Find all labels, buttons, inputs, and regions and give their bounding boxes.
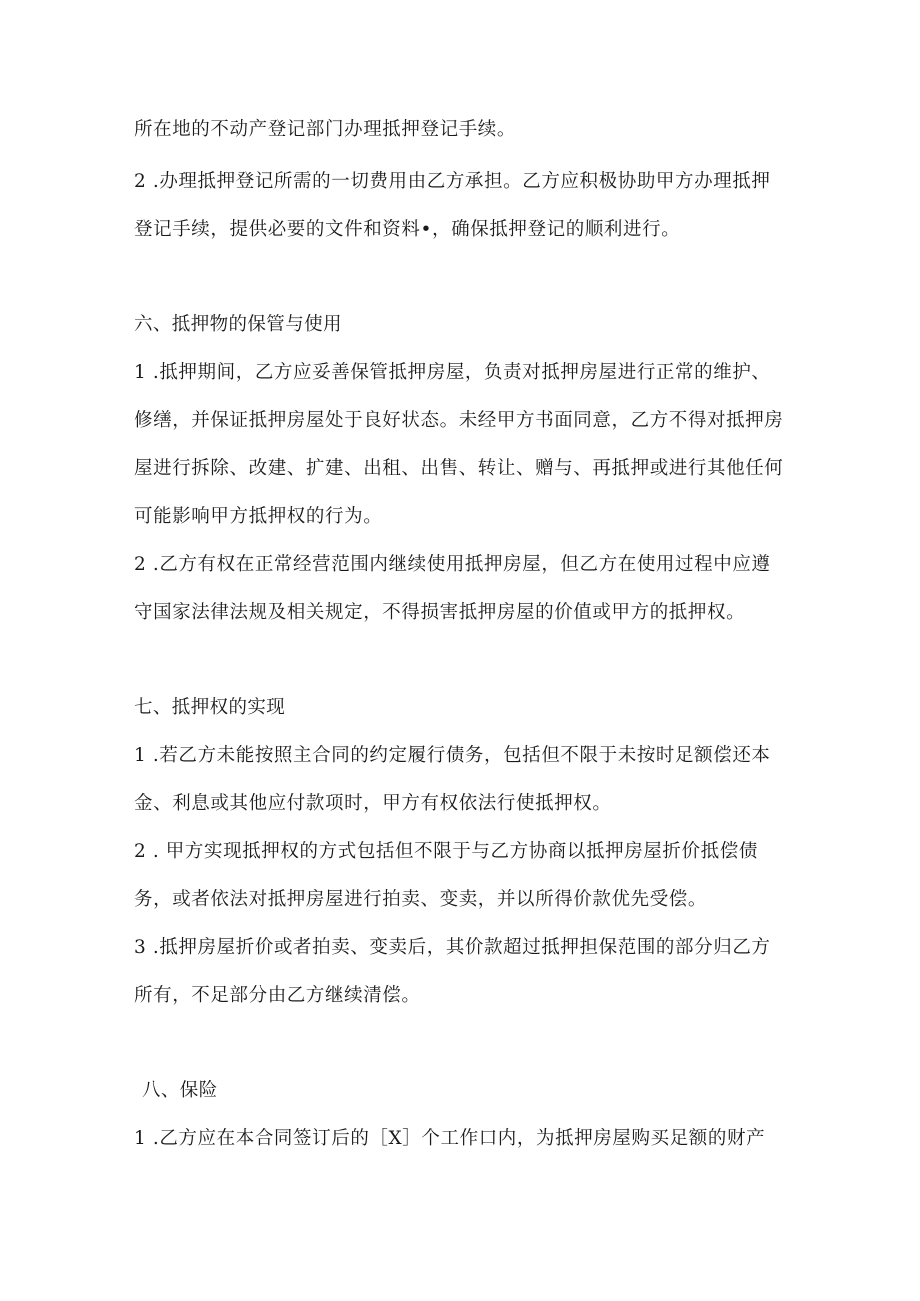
paragraph-line: 1 .乙方应在本合同签订后的［X］个工作口内，为抵押房屋购买足额的财产 bbox=[134, 1128, 766, 1149]
paragraph-line: 屋进行拆除、改建、扩建、出租、出售、转让、赠与、再抵押或进行其他任何 bbox=[134, 458, 784, 479]
paragraph-line: 金、利息或其他应付款项时，甲方有权依法行使抵押权。 bbox=[134, 793, 612, 814]
section-heading-6: 六、抵押物的保管与使用 bbox=[134, 314, 342, 335]
paragraph-line: 1 .抵押期间，乙方应妥善保管抵押房屋，负责对抵押房屋进行正常的维护、 bbox=[134, 362, 771, 383]
paragraph-line: 2 . 甲方实现抵押权的方式包括但不限于与乙方协商以抵押房屋折价抵偿债 bbox=[134, 841, 758, 862]
paragraph-line: 所在地的不动产登记部门办理抵押登记手续。 bbox=[134, 119, 517, 140]
paragraph-line: 1 .若乙方未能按照主合同的约定履行债务，包括但不限于未按时足额偿还本 bbox=[134, 745, 771, 766]
paragraph-line: 可能影响甲方抵押权的行为。 bbox=[134, 506, 383, 527]
paragraph-line: 所有，不足部分由乙方继续清偿。 bbox=[134, 985, 421, 1006]
paragraph-line: 务，或者依法对抵押房屋进行拍卖、变卖，并以所得价款优先受偿。 bbox=[134, 889, 708, 910]
paragraph-line: 2 .乙方有权在正常经营范围内继续使用抵押房屋，但乙方在使用过程中应遵 bbox=[134, 554, 771, 575]
paragraph-line: 修缮，并保证抵押房屋处于良好状态。未经甲方书面同意，乙方不得对抵押房 bbox=[134, 410, 784, 431]
paragraph-line: 登记手续，提供必要的文件和资料•，确保抵押登记的顺利进行。 bbox=[134, 219, 681, 240]
paragraph-line: 2 .办理抵押登记所需的一切费用由乙方承担。乙方应积极协助甲方办理抵押 bbox=[134, 171, 771, 192]
paragraph-line: 3 .抵押房屋折价或者拍卖、变卖后，其价款超过抵押担保范围的部分归乙方 bbox=[134, 937, 771, 958]
section-heading-8: 八、保险 bbox=[142, 1080, 218, 1101]
section-heading-7: 七、抵押权的实现 bbox=[134, 697, 286, 718]
paragraph-line: 守国家法律法规及相关规定，不得损害抵押房屋的价值或甲方的抵押权。 bbox=[134, 602, 746, 623]
